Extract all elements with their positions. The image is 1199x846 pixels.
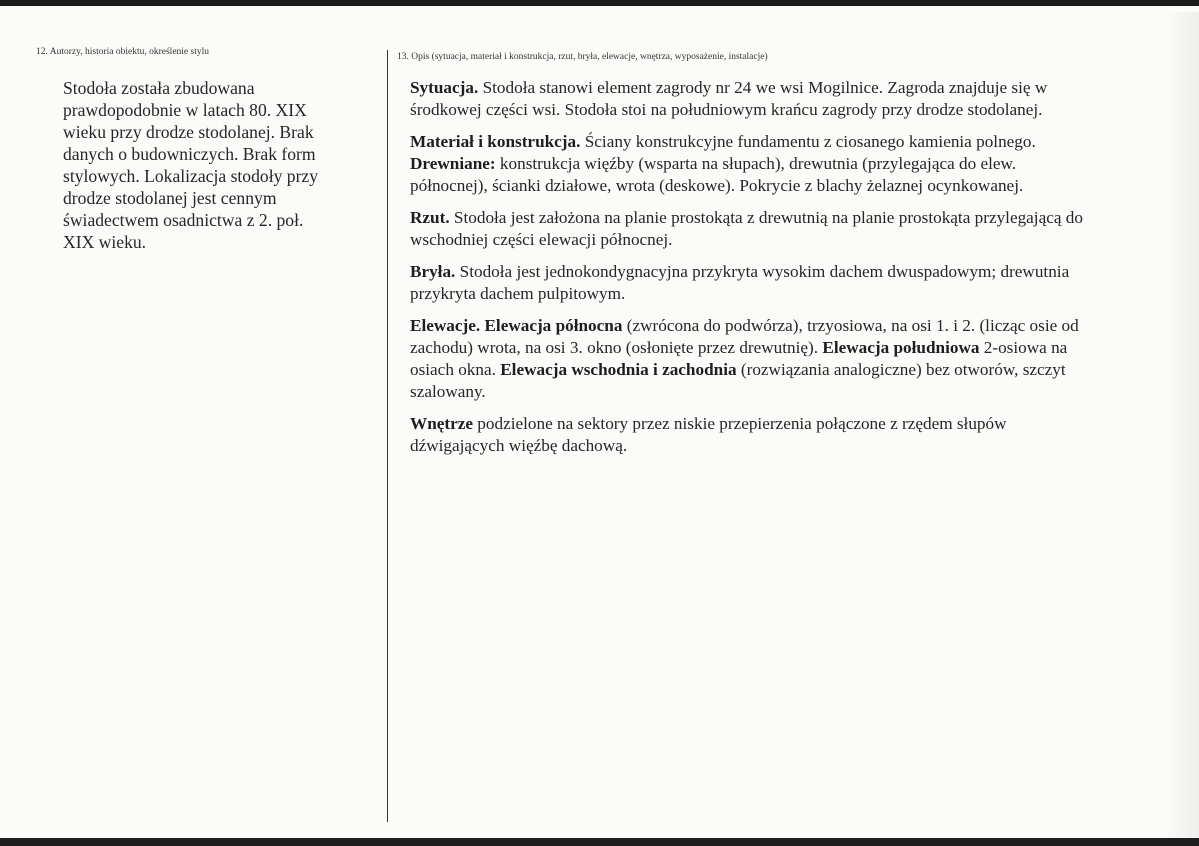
label-elewacja-polnocna: Elewacja północna xyxy=(480,316,623,335)
text-segment: (zwrócona do podwórza), trzyosiowa, na osi 1. i 2. (licząc osie od xyxy=(622,316,1079,335)
body-line: szalowany. xyxy=(410,382,486,401)
section-13-body xyxy=(410,77,1180,467)
body-line: dźwigających więźbę dachową. xyxy=(410,436,628,455)
body-line: świadectwem osadnictwa z 2. poł. xyxy=(63,210,304,230)
paragraph-bryla xyxy=(410,261,1180,305)
label-rzut: Rzut. xyxy=(410,208,450,227)
label-elewacja-poludniowa: Elewacja południowa xyxy=(822,338,980,357)
text-segment: Stodoła jest jednokondygnacyjna przykryta wysokim dachem dwuspadowym; drewutnia xyxy=(455,262,1070,281)
body-line xyxy=(410,413,1180,435)
text-segment: konstrukcja więźby (wsparta na słupach), drewutnia (przylegająca do elew. xyxy=(495,154,1017,173)
scan-bottom-edge xyxy=(0,838,1199,846)
text-segment: 2-osiowa na xyxy=(979,338,1068,357)
text-segment: podzielone na sektory przez niskie przepierzenia połączone z rzędem słupów xyxy=(473,414,1007,433)
body-line xyxy=(410,359,1180,381)
document-page xyxy=(0,6,1199,838)
section-12-body xyxy=(63,77,368,253)
body-line xyxy=(410,207,1180,229)
body-line: Stodoła została zbudowana xyxy=(63,78,255,98)
section-13-header: 13. Opis (sytuacja, materiał i konstrukcja, rzut, bryła, elewacje, wnętrza, wyposażenie, instalacje) xyxy=(397,52,768,62)
paragraph-rzut xyxy=(410,207,1180,251)
label-elewacja-wschodnia-zachodnia: Elewacja wschodnia i zachodnia xyxy=(500,360,737,379)
body-line xyxy=(410,315,1180,337)
label-elewacje: Elewacje. xyxy=(410,316,481,335)
body-line: wschodniej części elewacji północnej. xyxy=(410,230,673,249)
paragraph-sytuacja xyxy=(410,77,1180,121)
paragraph-elewacje xyxy=(410,315,1180,403)
body-line xyxy=(410,261,1180,283)
body-line: danych o budowniczych. Brak form xyxy=(63,144,316,164)
label-material: Materiał i konstrukcja. xyxy=(410,132,581,151)
text-segment: (rozwiązania analogiczne) bez otworów, szczyt xyxy=(736,360,1066,379)
text-segment: Stodoła jest założona na planie prostokąta z drewutnią na planie prostokąta przylegającą do xyxy=(449,208,1083,227)
body-line: przykryta dachem pulpitowym. xyxy=(410,284,626,303)
body-line xyxy=(410,153,1180,175)
body-line: środkowej części wsi. Stodoła stoi na południowym krańcu zagrody przy drodze stodolanej. xyxy=(410,100,1043,119)
body-line: drodze stodolanej jest cennym xyxy=(63,188,277,208)
label-bryla: Bryła. xyxy=(410,262,456,281)
text-segment: zachodu) wrota, na osi 3. okno (osłonięte przez drewutnię). xyxy=(410,338,823,357)
text-segment: Ściany konstrukcyjne fundamentu z ciosanego kamienia polnego. xyxy=(580,132,1036,151)
text-segment: Stodoła stanowi element zagrody nr 24 we wsi Mogilnice. Zagroda znajduje się w xyxy=(478,78,1048,97)
label-wnetrze: Wnętrze xyxy=(410,414,473,433)
body-line: północnej), ścianki działowe, wrota (deskowe). Pokrycie z blachy żelaznej ocynkowanej. xyxy=(410,176,1024,195)
column-divider xyxy=(387,50,388,822)
section-12-header: 12. Autorzy, historia obiektu, określenie stylu xyxy=(36,47,209,57)
body-line: stylowych. Lokalizacja stodoły przy xyxy=(63,166,319,186)
label-drewniane: Drewniane: xyxy=(410,154,496,173)
paragraph-material xyxy=(410,131,1180,197)
paragraph-wnetrze xyxy=(410,413,1180,457)
body-line: XIX wieku. xyxy=(63,232,147,252)
body-line xyxy=(410,131,1180,153)
body-line: wieku przy drodze stodolanej. Brak xyxy=(63,122,314,142)
body-line xyxy=(410,77,1180,99)
label-sytuacja: Sytuacja. xyxy=(410,78,479,97)
text-segment: osiach okna. xyxy=(410,360,501,379)
body-line: prawdopodobnie w latach 80. XIX xyxy=(63,100,307,120)
body-line xyxy=(410,337,1180,359)
